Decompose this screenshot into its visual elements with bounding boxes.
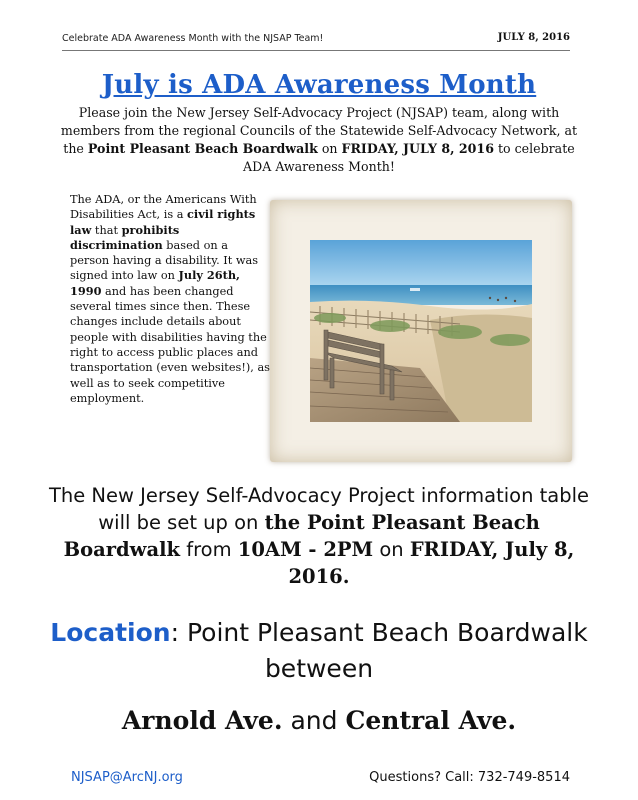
- ada-text-4: and has been changed several times since then. These changes include details about people with disabilities having the right to access public places and transportation (even websites!), as well as to seek competitive employment.: [70, 284, 270, 405]
- ada-text-2: that: [91, 223, 122, 237]
- streets-and: and: [282, 706, 346, 735]
- header-date: JULY 8, 2016: [497, 32, 570, 43]
- intro-text-2: on: [317, 141, 342, 156]
- intro-text-1: Please join the New Jersey Self-Advocacy Project (NJSAP) team, along with members from the regional Councils of the Statewide Self-Advocacy Network, at the: [60, 105, 578, 156]
- email-link[interactable]: NJSAP@ArcNJ.org: [71, 770, 183, 785]
- intro-paragraph: [55, 104, 583, 176]
- info-location: the Point Pleasant Beach Boardwalk: [63, 511, 540, 561]
- ada-signed-date: July 26th, 1990: [70, 268, 240, 298]
- info-time: 10AM - 2PM: [237, 538, 374, 561]
- info-date: FRIDAY, July 8, 2016.: [288, 538, 575, 588]
- intro-text-3: to celebrate ADA Awareness Month!: [243, 141, 575, 174]
- street-arnold: Arnold Ave.: [121, 706, 283, 735]
- ada-text-3: based on a person having a disability. It was signed into law on: [70, 238, 259, 283]
- info-table-paragraph: [40, 482, 598, 590]
- info-text-3: on: [373, 538, 410, 561]
- ada-description: [70, 192, 270, 406]
- location-label: Location: [50, 618, 171, 647]
- street-central: Central Ave.: [345, 706, 517, 735]
- location-text: : Point Pleasant Beach Boardwalk between: [170, 618, 588, 683]
- header-divider: [62, 50, 570, 51]
- ada-civil-rights: civil rights law: [70, 207, 256, 237]
- intro-date: FRIDAY, JULY 8, 2016: [341, 141, 494, 156]
- photo-frame: [270, 200, 572, 462]
- info-text-1: The New Jersey Self-Advocacy Project information table will be set up on: [48, 484, 590, 534]
- location-line: [30, 615, 608, 687]
- info-text-2: from: [180, 538, 238, 561]
- streets-line: [30, 705, 608, 737]
- intro-location: Point Pleasant Beach Boardwalk: [87, 141, 318, 156]
- phone-contact: Questions? Call: 732-749-8514: [369, 770, 570, 785]
- ada-text-1: The ADA, or the Americans With Disabilities Act, is a: [70, 193, 257, 222]
- page-title: July is ADA Awareness Month: [101, 70, 537, 100]
- beach-bench-photo: [310, 240, 532, 422]
- ada-prohibits: prohibits discrimination: [70, 222, 180, 252]
- header-tagline: Celebrate ADA Awareness Month with the NJSAP Team!: [62, 33, 324, 44]
